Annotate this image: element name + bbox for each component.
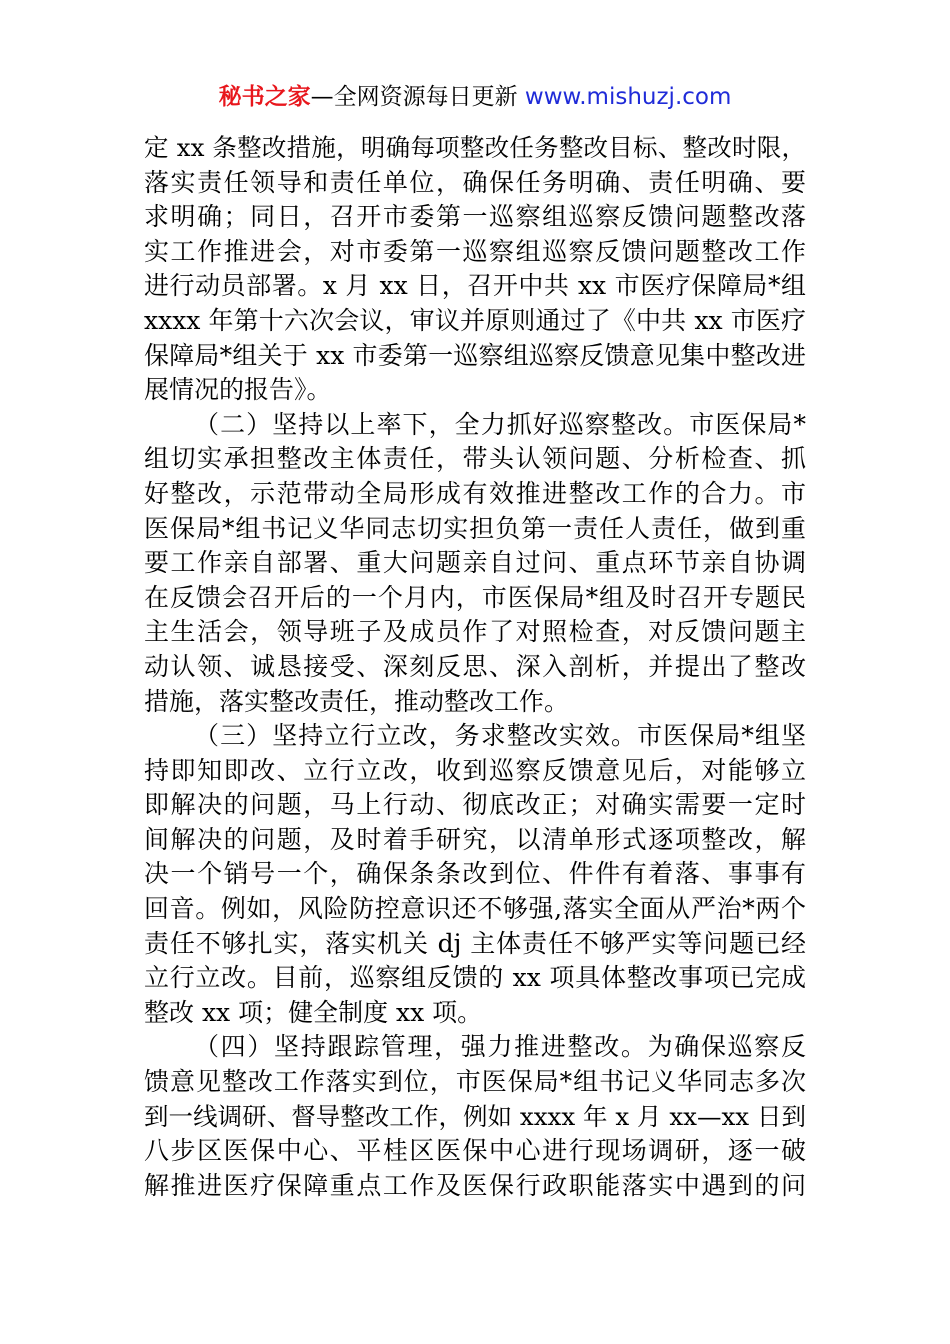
site-brand: 秘书之家 (218, 84, 311, 110)
document-body (144, 131, 806, 1203)
text-line: 组切实承担整改主体责任，带头认领问题、分析检查、抓 (144, 444, 806, 474)
text-line: 动认领、诚恳接受、深刻反思、深入剖析，并提出了整改 (144, 651, 806, 681)
text-line: 回音。例如，风险防控意识还不够强,落实全面从严治*两个 (144, 894, 806, 924)
text-line: 好整改，示范带动全局形成有效推进整改工作的合力。市 (144, 478, 806, 508)
text-line: 到一线调研、督导整改工作，例如 xxxx 年 x 月 xx—xx 日到 (144, 1101, 806, 1131)
text-line: 措施，落实整改责任，推动整改工作。 (144, 686, 570, 716)
text-line: 定 xx 条整改措施，明确每项整改任务整改目标、整改时限， (144, 133, 806, 162)
text-line: 医保局*组书记义华同志切实担负第一责任人责任，做到重 (144, 513, 806, 543)
text-line: 实工作推进会，对市委第一巡察组巡察反馈问题整改工作 (144, 236, 806, 266)
text-line: 解推进医疗保障重点工作及医保行政职能落实中遇到的问 (144, 1170, 806, 1200)
text-line: （四）坚持跟踪管理，强力推进整改。为确保巡察反 (194, 1032, 806, 1062)
paragraph-4 (144, 1030, 806, 1203)
text-line: 保障局*组关于 xx 市委第一巡察组巡察反馈意见集中整改进 (144, 340, 806, 370)
text-line: 馈意见整改工作落实到位，市医保局*组书记义华同志多次 (144, 1067, 806, 1097)
text-line: 立行立改。目前，巡察组反馈的 xx 项具体整改事项已完成 (144, 963, 806, 993)
paragraph-2 (144, 408, 806, 719)
text-line: （三）坚持立行立改，务求整改实效。市医保局*组坚 (194, 721, 806, 751)
text-line: 要工作亲自部署、重大问题亲自过问、重点环节亲自协调 (144, 548, 806, 578)
text-line: 展情况的报告》。 (144, 375, 332, 405)
text-line: 即解决的问题，马上行动、彻底改正；对确实需要一定时 (144, 790, 806, 820)
site-tagline: —全网资源每日更新 (310, 84, 525, 110)
text-line: 求明确；同日，召开市委第一巡察组巡察反馈问题整改落 (144, 202, 806, 232)
text-line: 在反馈会召开后的一个月内，市医保局*组及时召开专题民 (144, 582, 806, 612)
site-header (0, 80, 950, 114)
text-line: 进行动员部署。x 月 xx 日，召开中共 xx 市医疗保障局*组 (144, 271, 806, 301)
text-line: 责任不够扎实，落实机关 dj 主体责任不够严实等问题已经 (144, 928, 806, 958)
text-line: 持即知即改、立行立改，收到巡察反馈意见后，对能够立 (144, 755, 806, 785)
text-line: 八步区医保中心、平桂区医保中心进行现场调研，逐一破 (144, 1136, 806, 1166)
text-line: （二）坚持以上率下，全力抓好巡察整改。市医保局* (194, 409, 806, 439)
text-line: 决一个销号一个，确保条条改到位、件件有着落、事事有 (144, 859, 806, 889)
text-line: xxxx 年第十六次会议，审议并原则通过了《中共 xx 市医疗 (144, 305, 806, 335)
text-line: 主生活会，领导班子及成员作了对照检查，对反馈问题主 (144, 617, 806, 647)
text-line: 整改 xx 项；健全制度 xx 项。 (144, 997, 483, 1027)
paragraph-1 (144, 131, 806, 408)
site-url-link[interactable]: www.mishuzj.com (524, 84, 732, 110)
text-line: 间解决的问题，及时着手研究，以清单形式逐项整改，解 (144, 824, 806, 854)
paragraph-3 (144, 719, 806, 1030)
text-line: 落实责任领导和责任单位，确保任务明确、责任明确、要 (144, 167, 806, 197)
